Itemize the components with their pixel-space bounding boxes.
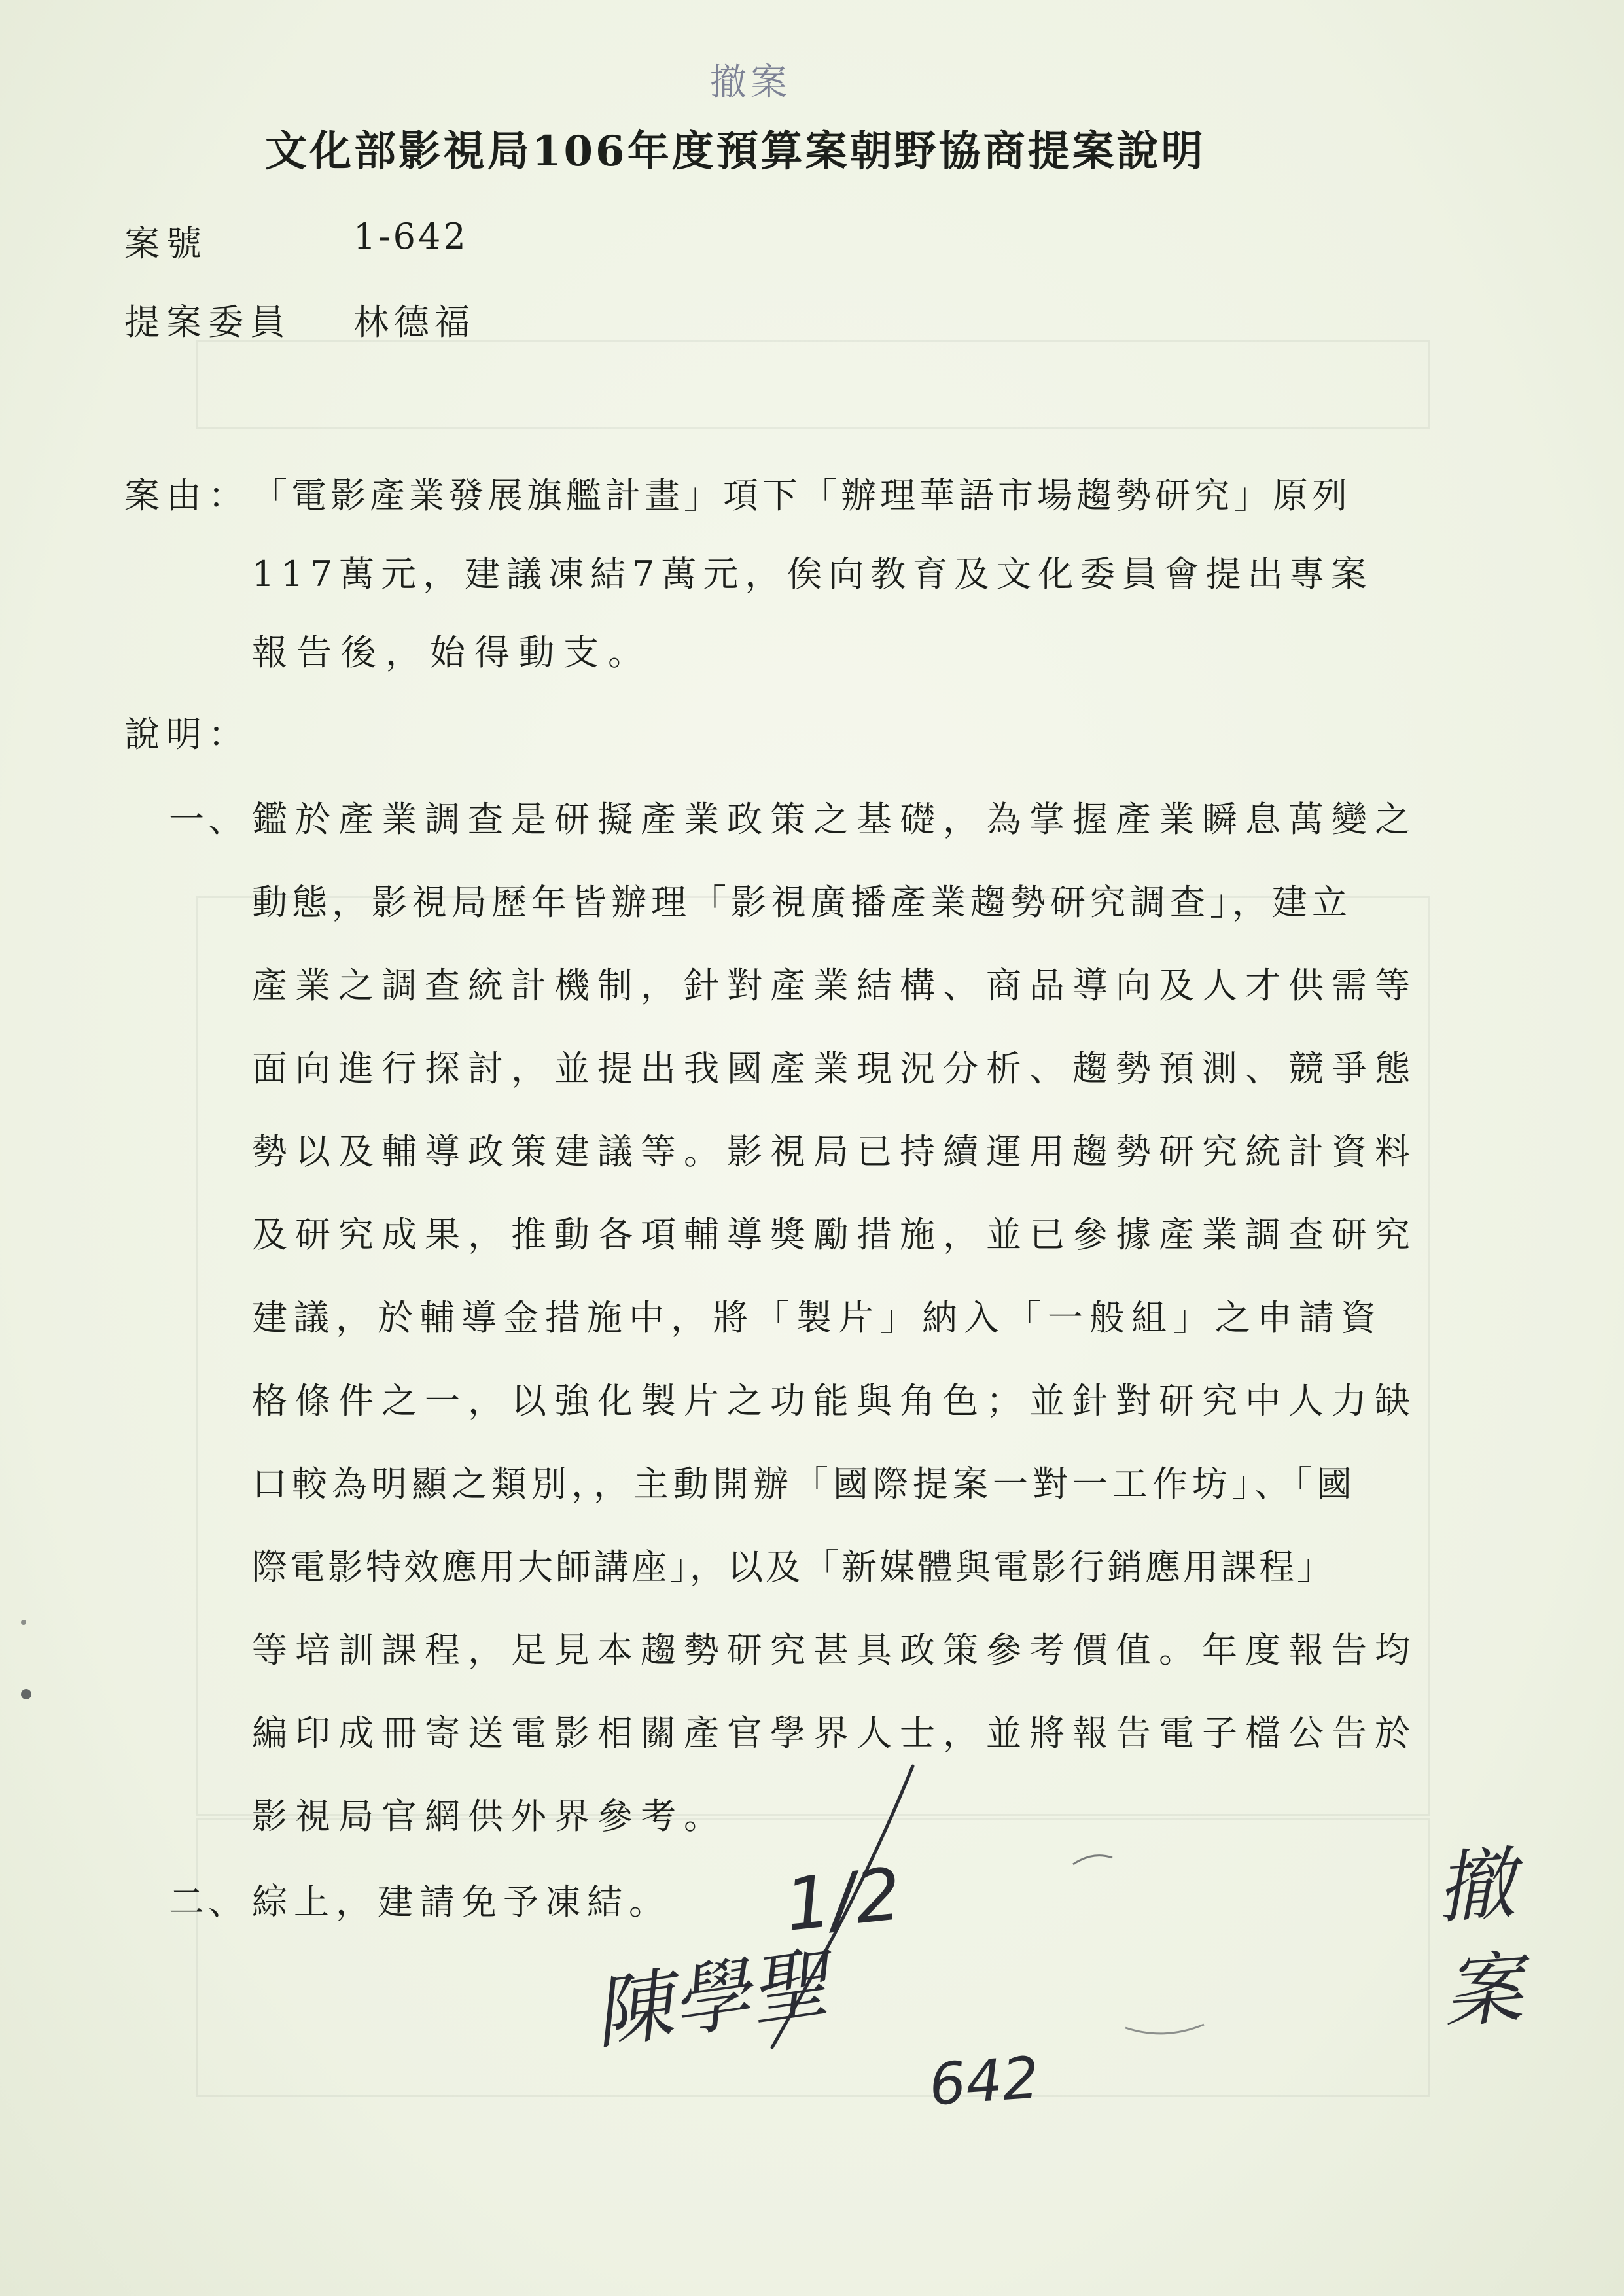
item-one-line: 建議，於輔導金措施中，將「製片」納入「一般組」之申請資 [252,1297,1383,1338]
item-one-line: 產業之調查統計機制，針對產業結構、商品導向及人才供需等 [252,965,1418,1006]
handwritten-withdraw: 撤案 [1421,1841,1526,2057]
cause-label: 案由： [124,475,250,516]
item-one-line: 動態，影視局歷年皆辦理「影視廣播產業趨勢研究調查」，建立 [252,882,1352,923]
ink-speck [21,1620,26,1625]
pen-curve-stroke [1125,2025,1204,2034]
item-two-text: 綜上，建請免予凍結。 [252,1881,671,1922]
proposer-label: 提案委員 [124,302,292,343]
withdrawn-stamp: 撤案 [710,61,791,104]
item-one-line: 及研究成果，推動各項輔導獎勵措施，並已參據產業調查研究 [252,1214,1418,1255]
handwritten-signature: 陳學聖 [588,1938,834,2061]
cause-line: 報告後，始得動支。 [252,632,652,673]
item-one-line: 面向進行探討，並提出我國產業現況分析、趨勢預測、競爭態 [252,1048,1418,1089]
signature-slash-stroke [772,1766,913,2047]
ink-speck [21,1689,31,1699]
item-two-marker: 二、 [169,1881,247,1922]
pen-tick-stroke [1073,1856,1112,1864]
cause-line: 117萬元，建議凍結7萬元，俟向教育及文化委員會提出專案 [252,553,1373,595]
case-number-label: 案號 [124,223,208,264]
cause-line: 「電影產業發展旗艦計畫」項下「辦理華語市場趨勢研究」原列 [252,475,1351,516]
item-one-line: 等培訓課程，足見本趨勢研究甚具政策參考價值。年度報告均 [252,1629,1418,1671]
document-title: 文化部影視局106年度預算案朝野協商提案說明 [265,127,1206,176]
item-one-line: 影視局官網供外界參考。 [252,1796,727,1837]
item-one-line: 口較為明顯之類別，，主動開辦「國際提案一對一工作坊」、「國 [252,1463,1356,1505]
item-one-marker: 一、 [169,799,247,840]
item-one-line: 格條件之一，以強化製片之功能與角色；並針對研究中人力缺 [252,1380,1418,1421]
handwritten-number: 642 [927,2044,1042,2119]
explanation-label: 說明： [124,714,250,755]
handwritten-date: 1/2 [781,1852,906,1947]
case-number: 1-642 [353,216,468,257]
item-one-line: 編印成冊寄送電影相關產官學界人士，並將報告電子檔公告於 [252,1713,1418,1754]
item-one-line: 際電影特效應用大師講座」，以及「新媒體與電影行銷應用課程」 [252,1546,1335,1588]
item-one-line: 勢以及輔導政策建議等。影視局已持續運用趨勢研究統計資料 [252,1131,1418,1172]
proposer-name: 林德福 [353,302,475,343]
item-one-line: 鑑於產業調查是研擬產業政策之基礎，為掌握產業瞬息萬變之 [252,799,1418,840]
